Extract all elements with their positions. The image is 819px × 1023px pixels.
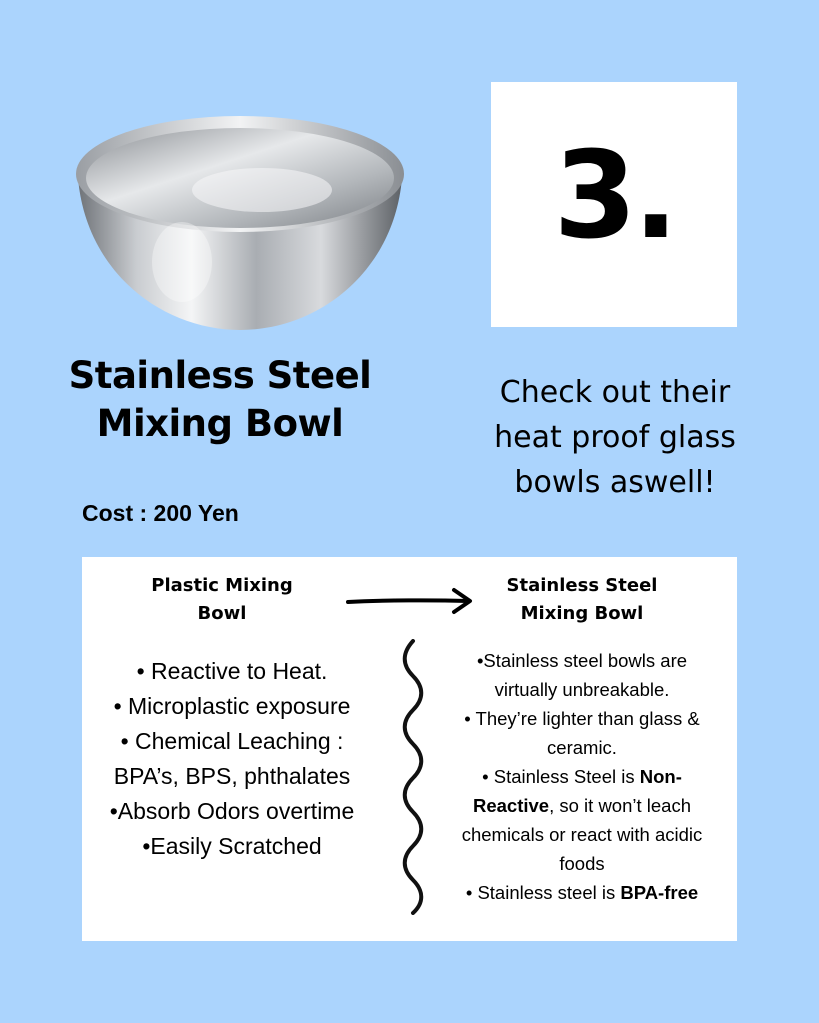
list-item xyxy=(437,762,727,791)
list-text: • Stainless Steel is xyxy=(482,766,640,787)
list-item: foods xyxy=(559,853,605,874)
squiggle-divider-icon xyxy=(400,639,426,915)
list-item: • Chemical Leaching : xyxy=(120,728,344,754)
steel-heading-line1: Stainless Steel xyxy=(506,575,658,596)
product-cost: Cost : 200 Yen xyxy=(82,500,239,526)
product-title xyxy=(40,352,400,448)
list-item: •Stainless steel bowls are xyxy=(476,650,688,671)
plastic-heading-line2: Bowl xyxy=(197,603,247,624)
steel-heading-line2: Mixing Bowl xyxy=(520,603,644,624)
list-bold-text: BPA-free xyxy=(620,882,699,903)
list-item: • Reactive to Heat. xyxy=(136,658,328,684)
list-text: • Stainless steel is xyxy=(465,882,621,903)
product-title-line2: Mixing Bowl xyxy=(96,402,344,445)
list-item: virtually unbreakable. xyxy=(494,679,670,700)
list-item xyxy=(437,791,727,820)
plastic-heading xyxy=(127,572,317,628)
right-arrow-icon xyxy=(344,587,476,615)
promo-line2: heat proof glass xyxy=(494,420,736,455)
list-item: BPA’s, BPS, phthalates xyxy=(113,763,351,789)
list-bold-text: Reactive xyxy=(472,795,550,816)
list-item: ceramic. xyxy=(547,737,617,758)
plastic-heading-line1: Plastic Mixing xyxy=(151,575,293,596)
list-item: • They’re lighter than glass & xyxy=(464,708,700,729)
plastic-list xyxy=(82,654,382,864)
list-item: •Easily Scratched xyxy=(142,833,322,859)
product-title-line1: Stainless Steel xyxy=(68,354,372,397)
promo-line3: bowls aswell! xyxy=(514,465,716,500)
item-number: 3. xyxy=(553,127,675,266)
promo-text xyxy=(470,370,760,505)
list-item: • Microplastic exposure xyxy=(113,693,351,719)
stainless-steel-bowl-icon xyxy=(72,112,408,334)
list-item: chemicals or react with acidic xyxy=(461,824,703,845)
list-item: •Absorb Odors overtime xyxy=(109,798,355,824)
promo-line1: Check out their xyxy=(499,375,731,410)
list-item xyxy=(437,878,727,907)
list-bold-text: Non- xyxy=(639,766,682,787)
steel-list xyxy=(437,646,727,907)
number-card xyxy=(491,82,737,327)
comparison-card xyxy=(82,557,737,941)
list-text: , so it won’t leach xyxy=(549,795,691,816)
steel-heading xyxy=(477,572,687,628)
